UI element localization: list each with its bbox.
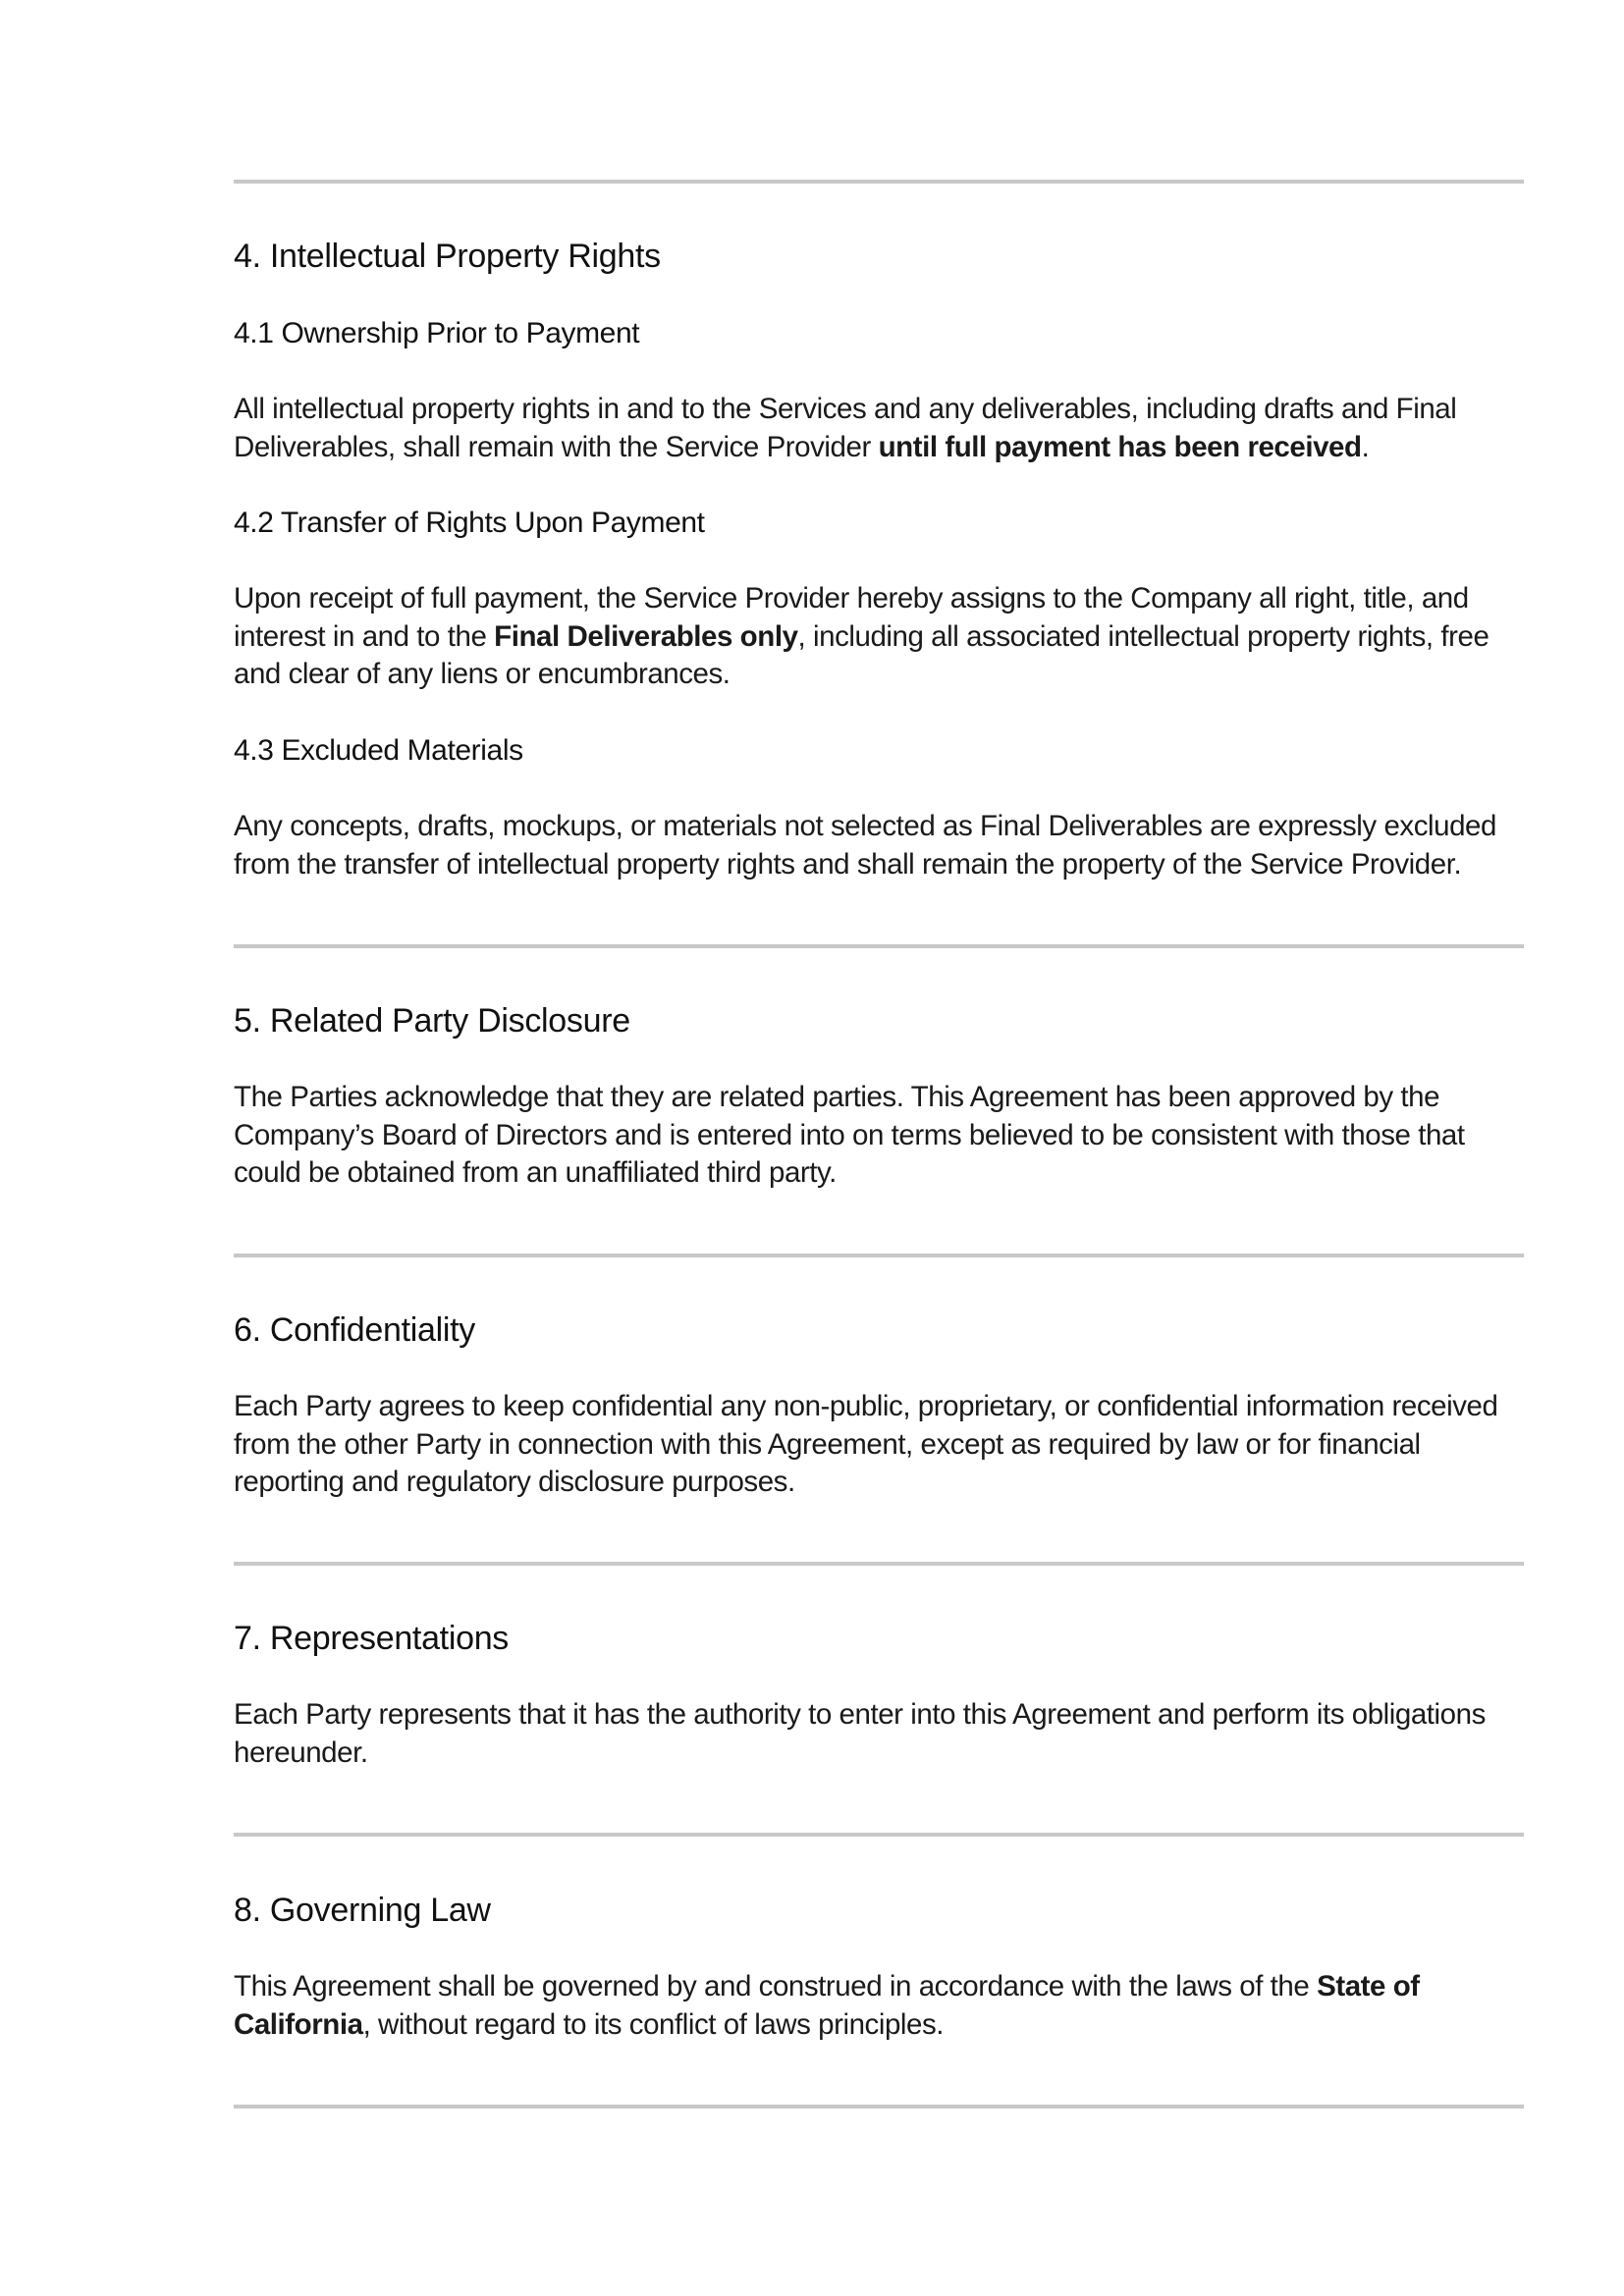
paragraph-text: This Agreement shall be governed by and construed in accordance with the laws of the: [234, 1970, 1318, 2002]
section-divider: [234, 1833, 1524, 1837]
paragraph-8: [234, 1968, 1526, 2044]
paragraph-6: Each Party agrees to keep confidential any non-public, proprietary, or confidential information received from the other Party in connection with this Agreement, except as required by law or for financial reporting and regulatory disclosure purposes.: [234, 1390, 1498, 1498]
paragraph-4-3: Any concepts, drafts, mockups, or materials not selected as Final Deliverables are expressly excluded from the transfer of intellectual property rights and shall remain the property of the Service Provider.: [234, 810, 1496, 881]
bold-emphasis: State of California: [234, 1970, 1420, 2041]
section-heading-5: 5. Related Party Disclosure: [234, 1002, 630, 1040]
paragraph-text: Upon receipt of full payment, the Service Provider hereby assigns to the Company all right, title, and interest in and to the: [234, 582, 1469, 653]
section-divider: [234, 1562, 1524, 1566]
section-divider: [234, 180, 1524, 184]
subsection-heading-4-1: 4.1 Ownership Prior to Payment: [234, 317, 640, 349]
subsection-heading-4-3: 4.3 Excluded Materials: [234, 734, 523, 767]
paragraph-5: The Parties acknowledge that they are related parties. This Agreement has been approved by the Company’s Board of Directors and is entered into on terms believed to be consistent with those that could be obtained from an unaffiliated third party.: [234, 1081, 1465, 1189]
paragraph-4-2: [234, 580, 1526, 694]
section-divider: [234, 944, 1524, 948]
paragraph-text: All intellectual property rights in and to the Services and any deliverables, including drafts and Final Deliverables, shall remain with the Service Provider: [234, 393, 1457, 463]
section-heading-6: 6. Confidentiality: [234, 1311, 475, 1349]
paragraph-text: , without regard to its conflict of laws principles.: [362, 2007, 945, 2041]
subsection-heading-4-2: 4.2 Transfer of Rights Upon Payment: [234, 507, 705, 539]
paragraph-text: .: [1361, 430, 1370, 463]
bold-emphasis: until full payment has been received: [878, 430, 1362, 463]
section-divider: [234, 2105, 1524, 2109]
bold-emphasis: Final Deliverables only: [494, 619, 798, 653]
section-heading-8: 8. Governing Law: [234, 1892, 491, 1929]
section-heading-7: 7. Representations: [234, 1620, 509, 1657]
paragraph-4-1: [234, 391, 1526, 466]
section-divider: [234, 1254, 1524, 1257]
paragraph-7: Each Party represents that it has the authority to enter into this Agreement and perform its obligations hereunder.: [234, 1698, 1486, 1769]
paragraph-text: , including all associated intellectual property rights, free and clear of any liens or encumbrances.: [234, 619, 1489, 690]
section-heading-4: 4. Intellectual Property Rights: [234, 238, 661, 275]
